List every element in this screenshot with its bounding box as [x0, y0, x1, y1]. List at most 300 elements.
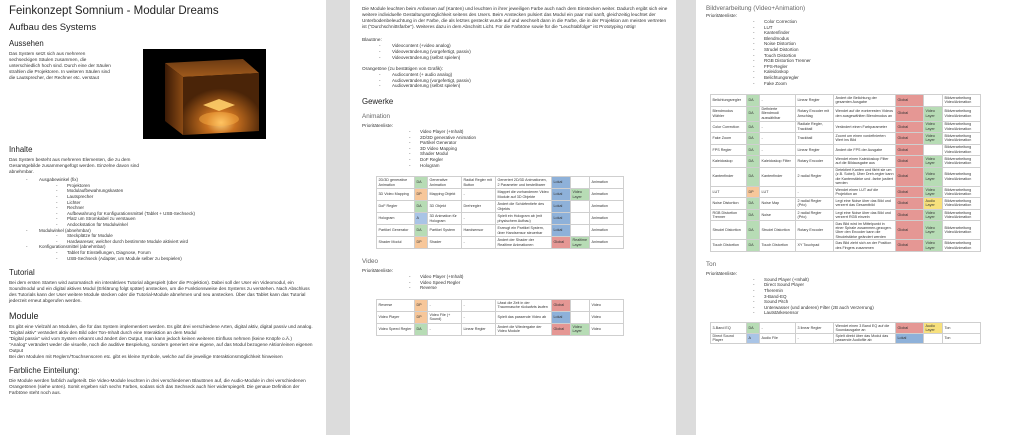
table-cell: Legt eine Noise über das Bild und verzerrt das Gesamtbild — [834, 198, 896, 210]
table-cell: DP — [415, 299, 428, 311]
table-cell: DoF Regler — [377, 201, 415, 213]
list-item: - 3-Band-EQ — [706, 294, 1018, 300]
table-cell: Animation — [590, 189, 624, 201]
table-cell — [924, 144, 943, 156]
list-item: - Audioveränderung (selbst spielen) — [362, 83, 668, 89]
table-cell: Das Bild wird im Mittelpunkt in einer Spirale zusammen-gezogen. Über den Encoder kann die Strudelstärke geändert werden — [834, 221, 896, 240]
table-row — [711, 323, 981, 334]
table-cell: Wendet einen Kaleidoskop Filter auf die Bildausgabe aus — [834, 156, 896, 168]
list-item: - Lautstärkesensor — [706, 310, 1018, 316]
table-cell: A — [747, 333, 760, 344]
ton-prio-label: Prioritätenliste: — [706, 270, 738, 276]
table-cell: Lokal — [552, 201, 571, 213]
table-cell: Video Layer — [924, 156, 943, 168]
table-cell: - — [760, 133, 796, 145]
table-cell: Linear Regler — [462, 323, 496, 335]
table-cell — [571, 311, 590, 323]
table-row — [711, 209, 981, 221]
table-cell: Noise Distortion — [711, 198, 747, 210]
aussehen-section — [9, 51, 318, 139]
table-cell: Lokal — [552, 225, 571, 237]
table-cell: - — [462, 189, 496, 201]
table-cell: DP — [415, 237, 428, 249]
document-title: Feinkonzept Somnium - Modular Dreams — [9, 5, 219, 17]
table-row — [377, 237, 624, 249]
ton-priority-list — [706, 277, 1018, 316]
table-cell: LUT — [711, 186, 747, 198]
blau-list — [362, 43, 668, 60]
table-cell: Ändert die Wiedergabe der Video Module — [496, 323, 552, 335]
table-cell: Rotary Encoder mit Anschlag — [796, 106, 834, 121]
list-item: - Theremin — [706, 288, 1018, 294]
tree-subitem: - Platz um Stromkabel zu verstauen — [9, 216, 318, 222]
component-tree — [9, 177, 318, 261]
table-cell — [571, 177, 590, 189]
table-row — [711, 186, 981, 198]
table-cell: 3D Animation für Hologram — [428, 213, 462, 225]
table-cell: Noise — [760, 209, 796, 221]
table-cell: Shader — [428, 237, 462, 249]
table-cell: Bildverarbeitung Video/Animation — [943, 95, 981, 107]
tree-subitem: - Andockstation für Modulwinkel — [9, 222, 318, 228]
table-cell: DP — [415, 311, 428, 323]
table-cell: DA — [747, 198, 760, 210]
heading-bildverarbeitung: Bildverarbeitung (Video+Animation) — [706, 5, 806, 12]
table-cell: Blendmodus Wähler — [711, 106, 747, 121]
table-cell: Ton — [943, 323, 981, 334]
table-cell: Bildverarbeitung Video/Animation — [943, 209, 981, 221]
video-prio-label: Prioritätenliste: — [362, 268, 394, 274]
table-cell: Bildverarbeitung Video/Animation — [943, 144, 981, 156]
table-cell: Video Layer — [571, 323, 590, 335]
tutorial-text: Bei dem ersten Starten wird automatisch ein interaktives Tutorial abgespielt (über die Projektion). Dabei soll der User ein Videomodul, ein Soundmodul und ein digital aktives Modul (Erklärung folgt später) anstecken, um die Funktionsweise des Systems zu verstehen. Nach Abschluss des Tutorials kann der User weitere Module stecken oder die Tutorial-Module abnehmen und neu anstecken. Über das Tablet kann das Tutorial jederzeit erneut abgerufen werden. — [9, 280, 310, 304]
table-cell: DA — [415, 201, 428, 213]
table-cell: Shader Modul — [377, 237, 415, 249]
list-item: - Videoveränderung (selbst spielen) — [362, 55, 668, 61]
table-cell: Erzeugt ein Partikel System, über Handsensor steuerbar — [496, 225, 552, 237]
list-item: - Shader Modul — [362, 151, 668, 157]
table-cell: - — [796, 186, 834, 198]
table-cell: Fake Zoom — [711, 133, 747, 145]
table-cell: Global — [552, 323, 571, 335]
table-cell: Wendet auf die eonteresten Videos den ausgewählten Blendmodus an — [834, 106, 896, 121]
table-cell: 3 linear Regler — [796, 323, 834, 334]
list-item: - RGB Distortion Trenner — [706, 58, 1018, 64]
list-item: - Video Player (+Inhalt) — [362, 129, 668, 135]
tree-item: - Modulwinkel (abnehmbar) — [9, 228, 318, 234]
table-cell: Global — [552, 237, 571, 249]
table-row — [377, 299, 624, 311]
table-cell: DA — [747, 121, 760, 133]
table-row — [377, 177, 624, 189]
list-item: - Video Speed Regler — [362, 280, 668, 286]
table-row — [711, 167, 981, 186]
table-cell: Ändert die FPS der Ausgabe — [834, 144, 896, 156]
tree-subitem: - Aufbewahrung für Konfigurationsmittel (Tablet + USB-Sechseck) — [9, 211, 318, 217]
table-cell: DP — [747, 186, 760, 198]
table-cell: Global — [896, 121, 924, 133]
table-cell: Ändert die Schärfentiefe des Objekts — [496, 201, 552, 213]
table-cell: DP — [415, 189, 428, 201]
table-cell: Generiert 2D/3D Animationen, 2 Parameter und bestellbarer — [496, 177, 552, 189]
table-cell: Video Speed Regler — [377, 323, 415, 335]
table-row — [377, 189, 624, 201]
bild-prio-label: Prioritätenliste: — [706, 13, 738, 18]
table-cell: DA — [747, 95, 760, 107]
table-cell: Lokal — [552, 311, 571, 323]
table-cell: Detektiert Kanten und färbt sie um (z.B. Sobel). Über Dreh-regler kann die Kantenstärke und -farbe justiert werden — [835, 168, 894, 185]
document-page-1 — [0, 0, 326, 435]
table-cell: Mapping Objekt — [428, 189, 462, 201]
table-row — [711, 198, 981, 210]
tree-item: - Ausgabewinkel (fix) — [9, 177, 318, 183]
list-item: - Sound Pitch — [706, 299, 1018, 305]
table-cell: Video Layer — [571, 189, 590, 201]
table-cell: Hologram — [377, 213, 415, 225]
table-row — [377, 323, 624, 335]
heading-aussehen: Aussehen — [9, 39, 44, 48]
table-cell: Global — [896, 95, 924, 107]
orange-list — [362, 72, 668, 89]
list-item: - Direct Sound Player — [706, 282, 1018, 288]
table-cell: LUT — [760, 186, 796, 198]
table-cell: Kantenfinder — [760, 167, 796, 186]
table-row — [711, 144, 981, 156]
table-cell: 2D/3D generative Animation — [377, 177, 415, 189]
table-cell: Wendet einen 3 Band EQ auf die Soundausgabe an — [834, 323, 896, 334]
table-cell: Video Layer — [924, 240, 943, 252]
list-item: - Reverse — [362, 285, 668, 291]
table-cell: Animation — [590, 225, 624, 237]
page2-intro: Die Module leuchten beim Anfassen auf (Kanten) und leuchten in ihrer jeweiligen Farbe auch nach dem Einstecken weiter. Dadurch ergibt sich eine weitere individuelle Gestaltungsmöglichkeit seitens des Users. Beim Anstecken pulsiert das Modul ein paar mal sanft, gleichzeitig leuchtet der Unterbodenbeleuchtung in der Farbe, die als letztes gesteckt wurde auf und wechselt dann in die Farbe, die in der Projektion am meisten vertreten ist ("Durchschnittsfarbe"). Weiteres dazu in dem Abschnitt Licht. Für die Farbtöne sowie für die "Leuchtabfolge" ist Prototyping nötig! — [362, 6, 668, 30]
tree-subitem: - USB-Sechseck (Adapter, um Module selber zu bespielen) — [9, 256, 318, 262]
table-row — [711, 121, 981, 133]
heading-video: Video — [362, 258, 378, 266]
table-cell: Lokal — [552, 177, 571, 189]
table-cell: Noise Map — [760, 198, 796, 210]
table-cell: Radiale Regler, Trackball — [796, 121, 834, 133]
table-cell: - — [760, 121, 796, 133]
table-cell: Video Layer — [924, 133, 943, 145]
table-cell: Animation — [590, 201, 624, 213]
table-cell: Bildverarbeitung Video/Animation — [943, 167, 981, 186]
table-cell: Lokal — [896, 333, 924, 344]
list-item: - 2D/3D generative Animation — [362, 135, 668, 141]
table-cell: Linear Regler — [796, 95, 834, 107]
table-cell: DA — [747, 221, 760, 240]
table-cell: Video Layer — [924, 209, 943, 221]
table-cell: Ändert die Belichtung der gesamten Ausgabe — [834, 95, 896, 107]
table-cell: 2 radial Regler (Prio) — [796, 209, 834, 221]
table-cell: 2 radial Regler (Prio) — [796, 198, 834, 210]
list-item: - Fake Zoom — [706, 81, 1018, 87]
table-cell: Global — [896, 209, 924, 221]
table-cell: Partikel Generator — [377, 225, 415, 237]
table-row — [711, 333, 981, 344]
table-cell: Rotary Encoder — [796, 156, 834, 168]
table-cell: Audio Layer — [924, 323, 943, 334]
list-item: - LUT — [706, 25, 1018, 31]
table-cell: Global — [896, 198, 924, 210]
table-cell: DA — [747, 106, 760, 121]
table-cell: Belichtungsregler — [711, 95, 747, 107]
list-item: - Kaleidoskop — [706, 69, 1018, 75]
table-cell: Animation — [590, 237, 624, 249]
table-cell: DA — [415, 323, 428, 335]
table-cell: Global — [896, 133, 924, 145]
tree-subitem: - Lichter — [9, 200, 318, 206]
tree-subitem: - Hardwareswr, welcher durch bestimmte Module aktiviert wird — [9, 239, 318, 245]
table-cell: Das Bild zieht sich an der Position des Fingers zusammen — [834, 240, 896, 252]
table-cell: Direct Sound Player — [711, 333, 747, 344]
table-cell: Animation — [590, 213, 624, 225]
table-cell: Video Layer — [924, 221, 943, 240]
table-row — [377, 201, 624, 213]
table-cell: Audio Layer — [924, 198, 943, 210]
table-cell: Trackball — [796, 133, 834, 145]
table-cell — [924, 333, 943, 344]
video-priority-list — [362, 274, 668, 291]
table-cell: Video Layer — [924, 121, 943, 133]
table-cell: Generative Animation — [428, 177, 462, 189]
list-item: - Videoveränderung (vorgefertigt, passiv) — [362, 49, 668, 55]
table-cell: Bildverarbeitung Video/Animation — [943, 106, 981, 121]
table-cell: Ton — [943, 333, 981, 344]
table-cell: Global — [896, 144, 924, 156]
table-cell: Strudel Distortion — [760, 221, 796, 240]
list-item: - Strudel Distortion — [706, 47, 1018, 53]
aussehen-text: Das System setzt sich aus mehreren sechseckigen Säulen zusammen, die unterschiedlich hoch sind. Durch eine der Säulen strahlen die Projektoren. In weiteren Säulen sind die Lautsprecher, der Rechner etc. verstaut — [9, 51, 111, 81]
list-item: - 3D Video Mapping — [362, 146, 668, 152]
table-cell: DA — [415, 177, 428, 189]
table-cell: Global — [896, 167, 924, 186]
table-row — [377, 225, 624, 237]
table-row — [711, 133, 981, 145]
heading-gewerke: Gewerke — [362, 96, 394, 106]
heading-aufbau: Aufbau des Systems — [9, 22, 97, 33]
document-page-3 — [696, 0, 1024, 435]
table-cell: DA — [747, 323, 760, 334]
table-cell: Rotary Encoder — [796, 221, 834, 240]
table-cell: FPS Regler — [711, 144, 747, 156]
heading-inhalte: Inhalte — [9, 145, 33, 154]
table-cell: Kaleidoskop Filter — [760, 156, 796, 168]
table-cell: DA — [747, 167, 760, 186]
tree-subitem: - Rechner — [9, 205, 318, 211]
table-cell: DA — [747, 209, 760, 221]
document-page-2 — [350, 0, 676, 435]
list-item: - DoF Regler — [362, 157, 668, 163]
module-text-line: "Digital passiv" wird vom System erkannt und ändert den Output, man kann jedoch keinen weiteren Einfluss nehmen (keine Knöpfe o.Ä.) — [9, 335, 292, 341]
table-cell: Global — [896, 106, 924, 121]
table-cell: Drehregler — [462, 201, 496, 213]
table-cell: Video — [590, 311, 624, 323]
table-cell: Verändert einen Farbparameter — [834, 121, 896, 133]
table-cell: Global — [552, 299, 571, 311]
animation-priority-list — [362, 129, 668, 168]
table-cell: - — [462, 237, 496, 249]
table-cell — [571, 225, 590, 237]
table-cell: Touch Distortion — [711, 240, 747, 252]
table-row — [711, 156, 981, 168]
tree-subitem: - Projektoren — [9, 183, 318, 189]
tree-subitem: - Tablet für Einstellungen, Diagnose, Forum — [9, 250, 318, 256]
table-cell: Video Player — [377, 311, 415, 323]
table-cell: Video — [590, 323, 624, 335]
orange-label: Orangetöne (zu bestätigen von Grafik): — [362, 66, 444, 72]
table-cell: - — [428, 299, 462, 311]
table-cell — [571, 213, 590, 225]
table-cell: - — [796, 333, 834, 344]
table-cell: - — [462, 299, 496, 311]
render-image — [143, 49, 266, 139]
table-cell: 3D Video Mapping — [377, 189, 415, 201]
list-item: - FPS-Regler — [706, 64, 1018, 70]
table-cell: Kaleidoskop — [711, 156, 747, 168]
table-cell: Linear Regler — [796, 144, 834, 156]
table-cell: Spielt direkt über das Modul das passende Audiofile ab — [834, 333, 896, 344]
table-cell: Global — [896, 186, 924, 198]
table-cell — [924, 95, 943, 107]
list-item: - Sound Player (+Inhalt) — [706, 277, 1018, 283]
tree-subitem: - Modulaufbewahrungskasten — [9, 188, 318, 194]
table-cell: Strudel Distortion — [711, 221, 747, 240]
table-cell: Video — [590, 299, 624, 311]
heading-ton: Ton — [706, 260, 717, 268]
module-text — [9, 324, 318, 361]
table-row — [711, 95, 981, 107]
table-cell: Video File (+ Sound) — [428, 311, 462, 323]
table-cell: Zoomt um einen vordefinierten Wert ins Bild — [834, 133, 896, 145]
list-item: - Audioveränderung (vorgefertigt, passiv) — [362, 78, 668, 84]
list-item: - Audiocontent (+ audio analog) — [362, 72, 668, 78]
table-cell: Bildverarbeitung Video/Animation — [943, 156, 981, 168]
heading-animation: Animation — [362, 112, 391, 120]
table-cell: Color Correction — [711, 121, 747, 133]
list-item: - Unterwasser (und anderen) Filter (zB auch Verzerrung) — [706, 305, 1018, 311]
table-cell: Lokal — [552, 189, 571, 201]
list-item: - Videocontent (+video analog) — [362, 43, 668, 49]
table-cell: Wendet einen LUT auf die Projektion an — [834, 186, 896, 198]
table-cell: - — [760, 95, 796, 107]
module-text-line: Bei den Modulen mit Reglern/Touchsensoren etc. gibt es kleine Symbole, welche auf die jeweilige Interaktionsmöglichkeit hinweisen — [9, 354, 283, 360]
table-cell: Bildverarbeitung Video/Animation — [943, 221, 981, 240]
table-cell — [571, 201, 590, 213]
table-cell: Global — [896, 240, 924, 252]
heading-tutorial: Tutorial — [9, 268, 35, 278]
table-cell: Reverse — [377, 299, 415, 311]
table-cell: Audio File — [760, 333, 796, 344]
table-cell: - — [760, 323, 796, 334]
table-cell: Spielt das passende Video ab — [496, 311, 552, 323]
list-item: - Video Player (+Inhalt) — [362, 274, 668, 280]
table-cell: Ändert der Shader der Realtime Animationen — [496, 237, 552, 249]
table-cell: 3D Objekt — [428, 201, 462, 213]
tree-item: - Konfigurationsmittel (abnehmbar) — [9, 244, 318, 250]
table-cell: Realtime Layer — [571, 237, 590, 249]
heading-farbliche: Farbliche Einteilung: — [9, 366, 80, 376]
table-cell: DA — [747, 133, 760, 145]
module-text-line: Es gibt eine Vielzahl an Modulen, die für das System implementiert werden. Es gibt drei verschiedene Arten, digital aktiv, digital passiv und analog. — [9, 323, 313, 329]
video-table — [376, 299, 624, 336]
list-item: - Touch Distortion — [706, 53, 1018, 59]
table-cell: Global — [896, 156, 924, 168]
list-item: - Partikel Generator — [362, 140, 668, 146]
table-cell: DA — [415, 225, 428, 237]
table-cell: Bildverarbeitung Video/Animation — [943, 133, 981, 145]
table-cell: Kantenfinder — [711, 167, 747, 186]
table-cell: Partikel System — [428, 225, 462, 237]
tree-subitem: - Steckplätze für Module — [9, 233, 318, 239]
inhalte-text: Das System besteht aus mehreren Elementen, die zu dem Gesamtgebilde zusammengefügt werden. Einzelne davon sind abnehmbar. — [9, 157, 140, 175]
table-cell: Video Layer — [924, 186, 943, 198]
table-cell — [571, 299, 590, 311]
list-item: - Kantenfinder — [706, 30, 1018, 36]
bild-priority-list — [706, 19, 1018, 86]
table-cell: RGB Distortion Trenner — [711, 209, 747, 221]
table-cell: Animation — [590, 177, 624, 189]
table-cell: DA — [747, 240, 760, 252]
table-row — [711, 240, 981, 252]
table-cell: XY Touchpad — [796, 240, 834, 252]
table-cell: Handsensor — [462, 225, 496, 237]
tree-subitem: - Lautsprecher — [9, 194, 318, 200]
ton-table — [710, 322, 981, 344]
table-cell: DA — [747, 156, 760, 168]
table-cell: DA — [747, 144, 760, 156]
table-cell: Definierte Blendmodi auswählbar — [760, 106, 796, 121]
bildverarbeitung-table — [710, 94, 981, 252]
table-cell: Spielt ein Hologram ab (mit physischem Aufbau) — [496, 213, 552, 225]
table-cell: Global — [896, 221, 924, 240]
heading-module: Module — [9, 310, 39, 321]
table-cell: Bildverarbeitung Video/Animation — [943, 121, 981, 133]
table-cell: Lässt die Zeit in der Traumnasche rückwärts laufen — [496, 299, 552, 311]
table-cell: - — [462, 213, 496, 225]
table-row — [711, 106, 981, 121]
table-cell: Radial Regler mit Button — [462, 177, 496, 189]
table-row — [377, 311, 624, 323]
module-text-line: "Analog" verändert weder die visuelle, noch die auditive Bespielung, sondern generiert eine eigene, auf das Modul bezogene Aktion/einen eigenen Output — [9, 341, 313, 353]
table-cell: Video Layer — [924, 106, 943, 121]
table-row — [377, 213, 624, 225]
table-row — [711, 221, 981, 240]
list-item: - Color Correction — [706, 19, 1018, 25]
animation-prio-label: Prioritätenliste: — [362, 122, 394, 128]
table-cell: Video Layer — [924, 167, 943, 186]
table-cell: Global — [896, 323, 924, 334]
list-item: - Blendmodus — [706, 36, 1018, 42]
table-cell: Legt eine Noise über das Bild und verzerrt RGB einzeln — [834, 209, 896, 221]
list-item: - Belichtungsregler — [706, 75, 1018, 81]
blau-label: Blautöne: — [362, 37, 382, 43]
table-cell: A — [415, 213, 428, 225]
module-text-line: "Digital aktiv" verändert aktiv den Bild oder Ton-Inhalt durch eine Interaktion an dem Modul — [9, 329, 197, 335]
table-cell: - — [760, 144, 796, 156]
animation-table — [376, 176, 624, 249]
table-cell: - — [462, 311, 496, 323]
table-cell: 2 radial Regler — [796, 167, 834, 186]
table-cell: Bildverarbeitung Video/Animation — [943, 186, 981, 198]
table-cell: 3-Band EQ — [711, 323, 747, 334]
table-cell: Mappet die vorhandenen Video Module auf 3D Objekte — [496, 189, 552, 201]
list-item: - Noise Distortion — [706, 41, 1018, 47]
table-cell: Touch Distortion — [760, 240, 796, 252]
table-cell: Lokal — [552, 213, 571, 225]
list-item: - Hologram — [362, 163, 668, 169]
table-cell: - — [428, 323, 462, 335]
table-cell: Bildverarbeitung Video/Animation — [943, 240, 981, 252]
